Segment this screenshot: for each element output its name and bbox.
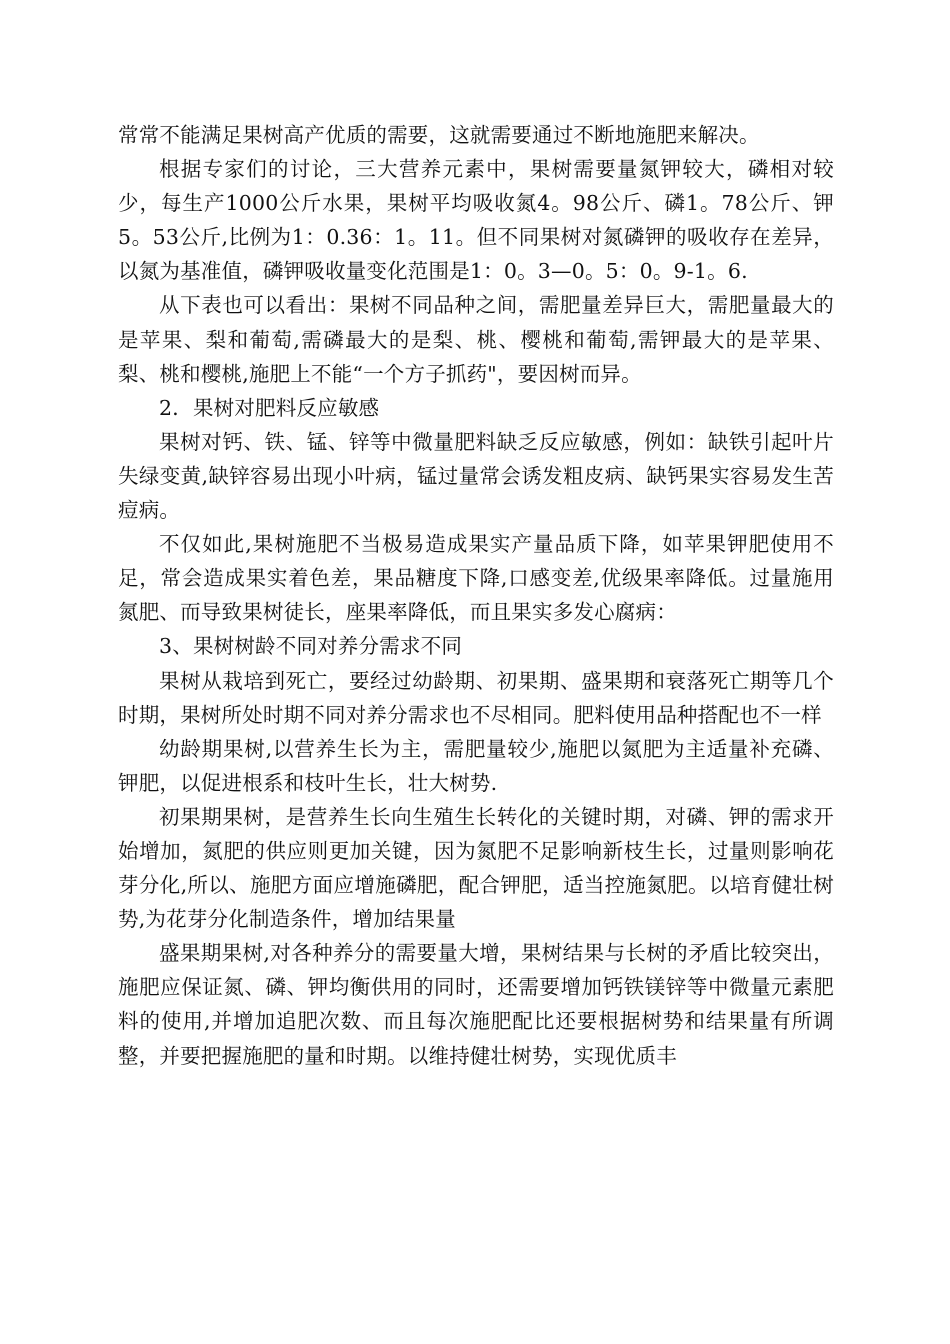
paragraph: 初果期果树，是营养生长向生殖生长转化的关键时期，对磷、钾的需求开始增加，氮肥的供应则更加关键，因为氮肥不足影响新枝生长，过量则影响花芽分化,所以、施肥方面应增施磷肥，配合钾肥，适当控施氮肥。以培育健壮树势,为花芽分化制造条件，增加结果量 xyxy=(118,804,834,932)
paragraph: 根据专家们的讨论，三大营养元素中，果树需要量氮钾较大，磷相对较少，每生产1000公斤水果，果树平均吸收氮4。98公斤、磷1。78公斤、钾5。53公斤,比例为1：0.36：1。11。但不同果树对氮磷钾的吸收存在差异，以氮为基准值，磷钾吸收量变化范围是1：0。3—0。5：0。9-1。6. xyxy=(118,157,834,284)
section-heading: 3、果树树龄不同对养分需求不同 xyxy=(159,634,463,659)
paragraph: 常常不能满足果树高产优质的需要，这就需要通过不断地施肥来解决。 xyxy=(118,123,760,147)
section-heading: 2．果树对肥料反应敏感 xyxy=(159,395,380,420)
paragraph: 不仅如此,果树施肥不当极易造成果实产量品质下降，如苹果钾肥使用不足，常会造成果实着色差，果品糖度下降,口感变差,优级果率降低。过量施用氮肥、而导致果树徒长，座果率降低，而且果实多发心腐病： xyxy=(118,532,834,625)
paragraph: 果树从栽培到死亡，要经过幼龄期、初果期、盛果期和衰落死亡期等几个时期，果树所处时期不同对养分需求也不尽相同。肥料使用品种搭配也不一样 xyxy=(118,668,834,727)
paragraph: 从下表也可以看出：果树不同品种之间，需肥量差异巨大，需肥量最大的是苹果、梨和葡萄,需磷最大的是梨、桃、樱桃和葡萄,需钾最大的是苹果、梨、桃和樱桃,施肥上不能“一个方子抓药"，要因树而异。 xyxy=(118,293,834,386)
paragraph: 盛果期果树,对各种养分的需要量大增，果树结果与长树的矛盾比较突出，施肥应保证氮、磷、钾均衡供用的同时，还需要增加钙铁镁锌等中微量元素肥料的使用,并增加追肥次数、而且每次施肥配比还要根据树势和结果量有所调整，并要把握施肥的量和时期。以维持健壮树势，实现优质丰 xyxy=(118,941,834,1068)
paragraph: 果树对钙、铁、锰、锌等中微量肥料缺乏反应敏感，例如：缺铁引起叶片失绿变黄,缺锌容易出现小叶病，锰过量常会诱发粗皮病、缺钙果实容易发生苦痘病。 xyxy=(118,429,834,523)
document-body xyxy=(118,118,834,1073)
paragraph: 幼龄期果树,以营养生长为主，需肥量较少,施肥以氮肥为主适量补充磷、钾肥，以促进根系和枝叶生长，壮大树势. xyxy=(118,736,834,795)
